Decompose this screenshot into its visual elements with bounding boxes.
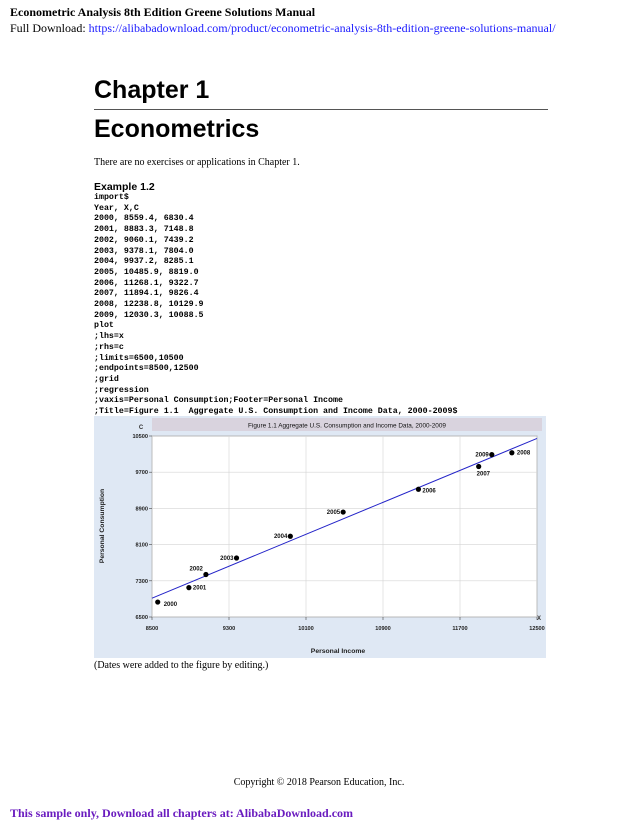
x-tick-label: 11700 <box>452 626 468 632</box>
x-axis-label: Personal Income <box>310 648 366 655</box>
data-point-2005 <box>341 509 346 514</box>
data-label-2003: 2003 <box>220 555 234 562</box>
data-label-2004: 2004 <box>273 534 288 541</box>
x-axis-ticks <box>146 617 545 632</box>
y-axis-label: Personal Consumption <box>99 488 106 564</box>
scatter-plot <box>94 416 546 658</box>
code-line: ;regression <box>94 385 149 395</box>
data-point-2001 <box>186 585 191 590</box>
code-line: 2009, 12030.3, 10088.5 <box>94 310 204 320</box>
data-point-2003 <box>234 555 239 560</box>
code-line: ;grid <box>94 374 119 384</box>
code-line: 2006, 11268.1, 9322.7 <box>94 278 199 288</box>
x-axis-letter: X <box>537 616 542 622</box>
code-line: import$ <box>94 193 129 202</box>
data-label-2008: 2008 <box>516 450 531 457</box>
y-tick-label: 9700 <box>135 470 148 477</box>
y-axis-letter: C <box>138 425 144 431</box>
data-label-2009: 2009 <box>475 452 489 459</box>
data-label-2000: 2000 <box>163 602 178 609</box>
code-line: Year, X,C <box>94 203 139 213</box>
copyright: Copyright © 2018 Pearson Education, Inc. <box>233 777 405 788</box>
y-tick-label: 8100 <box>135 542 148 549</box>
code-line: 2004, 9937.2, 8285.1 <box>94 257 194 267</box>
download-link[interactable]: https://alibabadownload.com/product/econometric-analysis-8th-edition-greene-solutions-manual/ <box>88 21 556 35</box>
y-tick-label: 6500 <box>135 615 148 621</box>
download-line <box>10 21 556 36</box>
code-line: ;limits=6500,10500 <box>94 353 184 363</box>
code-line: ;Title=Figure 1.1 Aggregate U.S. Consumption and Income Data, 2000-2009$ <box>94 407 458 417</box>
y-tick-label: 8900 <box>135 506 148 513</box>
data-label-2002: 2002 <box>189 566 203 573</box>
data-point-2007 <box>476 464 481 469</box>
plot-area <box>152 436 537 617</box>
figure-note: (Dates were added to the figure by editing.) <box>94 660 269 671</box>
data-point-2004 <box>288 534 293 539</box>
chapter-heading: Chapter 1 <box>94 76 210 104</box>
code-line: 2002, 9060.1, 7439.2 <box>94 235 194 245</box>
heading-rule <box>94 109 548 110</box>
intro-text: There are no exercises or applications in Chapter 1. <box>94 157 300 168</box>
chapter-title: Econometrics <box>94 115 260 143</box>
data-label-2006: 2006 <box>422 488 436 495</box>
code-line: 2003, 9378.1, 7804.0 <box>94 246 194 256</box>
x-tick-label: 9300 <box>222 626 236 632</box>
code-line: 2007, 11894.1, 9826.4 <box>94 289 199 299</box>
x-tick-label: 10900 <box>375 626 391 632</box>
code-line: ;vaxis=Personal Consumption;Footer=Personal Income <box>94 396 343 406</box>
footer-download-note[interactable]: This sample only, Download all chapters at: AlibabaDownload.com <box>10 806 354 820</box>
chart-title: Figure 1.1 Aggregate U.S. Consumption and Income Data, 2000-2009 <box>248 422 446 430</box>
x-tick-label: 12500 <box>529 626 545 632</box>
header-title: Econometric Analysis 8th Edition Greene Solutions Manual <box>10 5 316 19</box>
data-point-2006 <box>416 487 421 492</box>
code-line: plot <box>94 321 114 331</box>
code-line: ;endpoints=8500,12500 <box>94 364 199 374</box>
data-point-2002 <box>203 572 208 577</box>
data-point-2008 <box>509 450 514 455</box>
figure-1-1-chart <box>94 416 546 658</box>
code-line: 2001, 8883.3, 7148.8 <box>94 225 194 235</box>
y-tick-label: 10500 <box>132 434 148 440</box>
code-line: ;lhs=x <box>94 332 124 342</box>
data-point-2009 <box>489 452 494 457</box>
data-point-2000 <box>155 599 160 604</box>
data-label-2007: 2007 <box>476 471 491 478</box>
code-line: 2000, 8559.4, 6830.4 <box>94 214 194 224</box>
code-line: 2008, 12238.8, 10129.9 <box>94 300 204 310</box>
code-line: 2005, 10485.9, 8819.0 <box>94 267 199 277</box>
y-axis-ticks <box>132 434 152 621</box>
data-label-2001: 2001 <box>192 585 207 592</box>
data-label-2005: 2005 <box>326 510 341 517</box>
download-label: Full Download: <box>10 21 89 35</box>
example-title: Example 1.2 <box>94 181 155 193</box>
code-listing <box>94 193 457 418</box>
x-tick-label: 8500 <box>145 626 159 632</box>
x-tick-label: 10100 <box>298 626 314 632</box>
code-line: ;rhs=c <box>94 342 124 352</box>
y-tick-label: 7300 <box>135 578 148 585</box>
